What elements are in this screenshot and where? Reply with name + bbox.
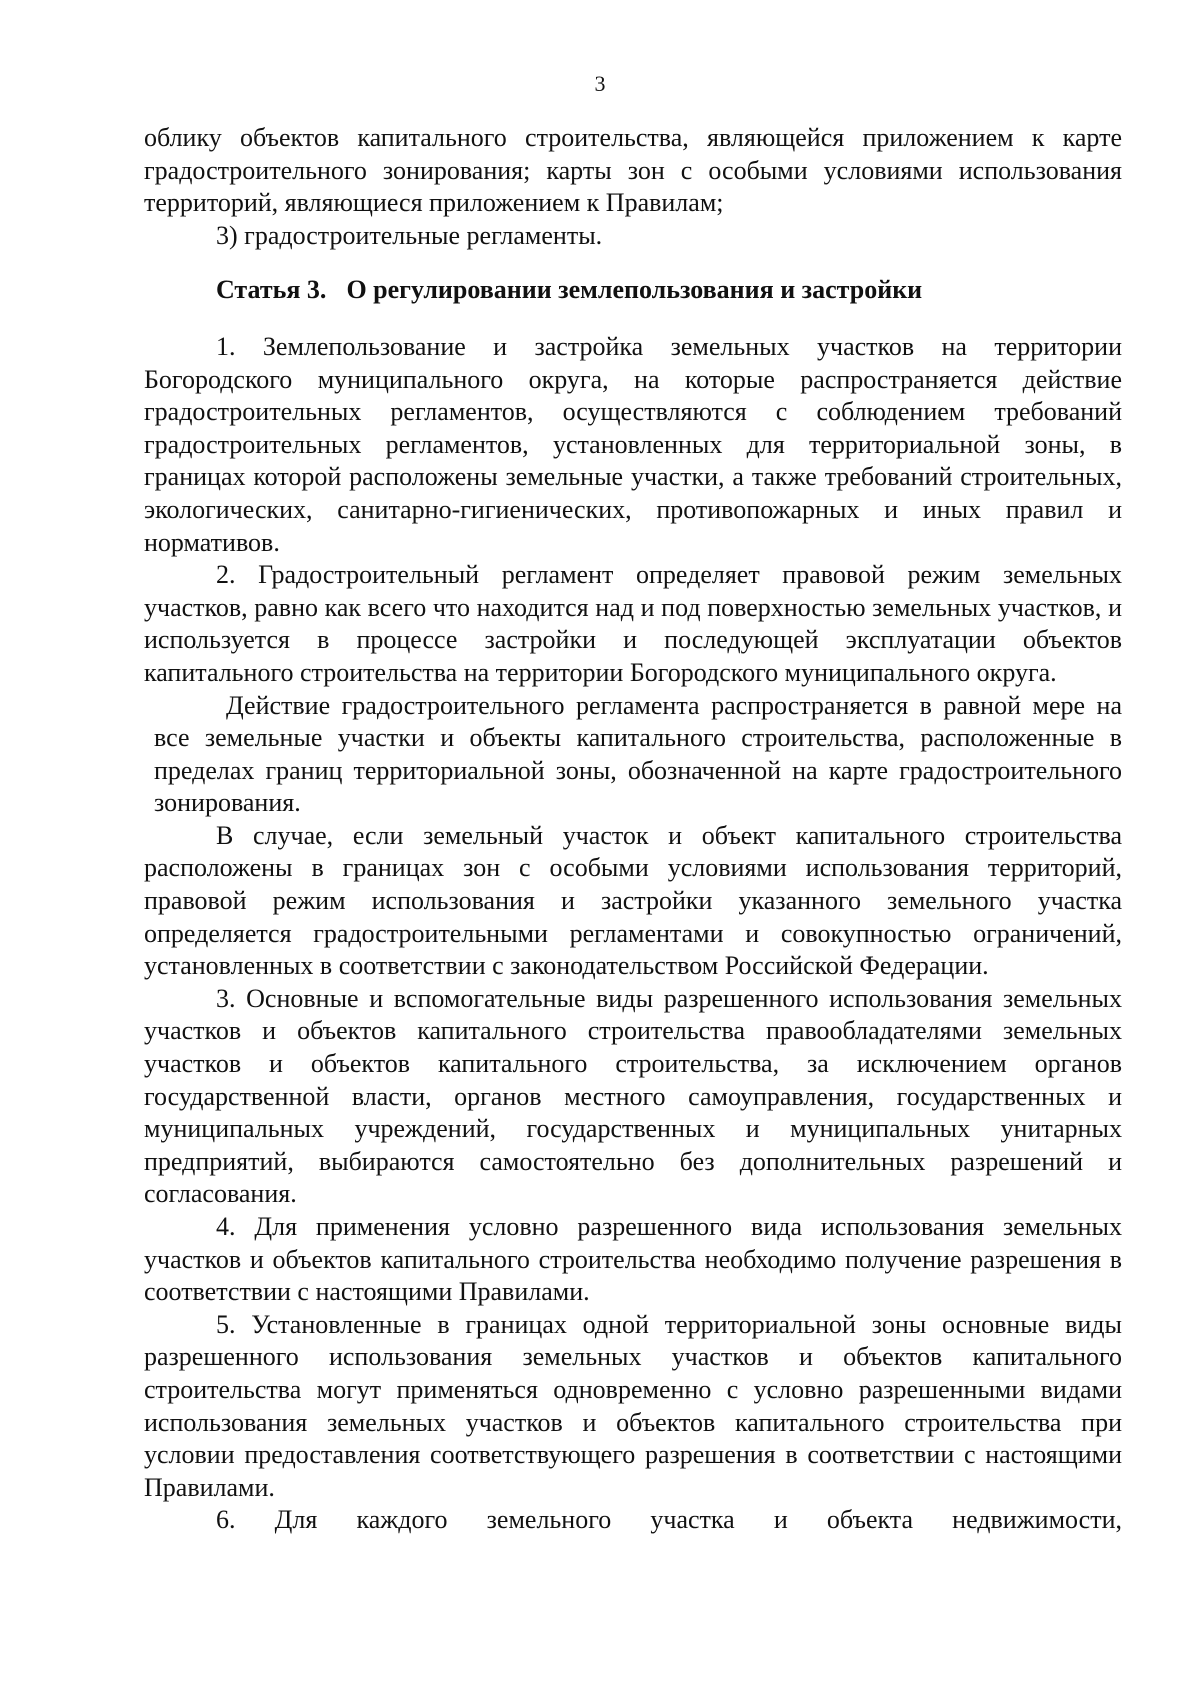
document-body (144, 122, 1122, 1537)
intro-item-3: 3) градостроительные регламенты. (216, 220, 603, 250)
intro-continuation: облику объектов капитального строительства, являющейся приложением к карте градостроительного зонирования; карты зон с особыми условиями использования территорий, являющиеся приложением к Правилам; (144, 123, 1122, 218)
paragraph-3: 3. Основные и вспомогательные виды разрешенного использования земельных участков и объектов капитального строительства правообладателями земельных участков и объектов капитального строительства, за исключением органов государственной власти, органов местного самоуправления, государственных и муниципальных учреждений, государственных и муниципальных унитарных предприятий, выбираются самостоятельно без дополнительных разрешений и согласования. (144, 983, 1122, 1209)
page-number: 3 (594, 71, 606, 96)
paragraph-2-scope: Действие градостроительного регламента распространяется в равной мере на все земельные участки и объекты капитального строительства, расположенные в пределах границ территориальной зоны, обозначенной на карте градостроительного зонирования. (154, 690, 1122, 818)
paragraph-4: 4. Для применения условно разрешенного вида использования земельных участков и объектов капитального строительства необходимо получение разрешения в соответствии с настоящими Правилами. (144, 1212, 1122, 1307)
paragraph-5: 5. Установленные в границах одной территориальной зоны основные виды разрешенного использования земельных участков и объектов капитального строительства могут применяться одновременно с условно разрешенными видами использования земельных участков и объектов капитального строительства при условии предоставления соответствующего разрешения в соответствии с настоящими Правилами. (144, 1309, 1122, 1502)
article-title: О регулировании землепользования и застройки (346, 275, 923, 305)
paragraph-6: 6. Для каждого земельного участка и объекта недвижимости, (216, 1505, 1122, 1535)
paragraph-1: 1. Землепользование и застройка земельных участков на территории Богородского муниципального округа, на которые распространяется действие градостроительных регламентов, осуществляются с соблюдением требований градостроительных регламентов, установленных для территориальной зоны, в границах которой расположены земельные участки, а также требований строительных, экологических, санитарно-гигиенических, противопожарных и иных правил и нормативов. (144, 331, 1122, 557)
article-heading (144, 274, 1122, 307)
article-label: Статья 3. (216, 275, 327, 305)
paragraph-2: 2. Градостроительный регламент определяет правовой режим земельных участков, равно как всего что находится над и под поверхностью земельных участков, и используется в процессе застройки и последующей эксплуатации объектов капитального строительства на территории Богородского муниципального округа. (144, 560, 1122, 687)
paragraph-2-special-zones: В случае, если земельный участок и объект капитального строительства расположены в границах зон с особыми условиями использования территорий, правовой режим использования и застройки указанного земельного участка определяется градостроительными регламентами и совокупностью ограничений, установленных в соответствии с законодательством Российской Федерации. (144, 820, 1122, 981)
